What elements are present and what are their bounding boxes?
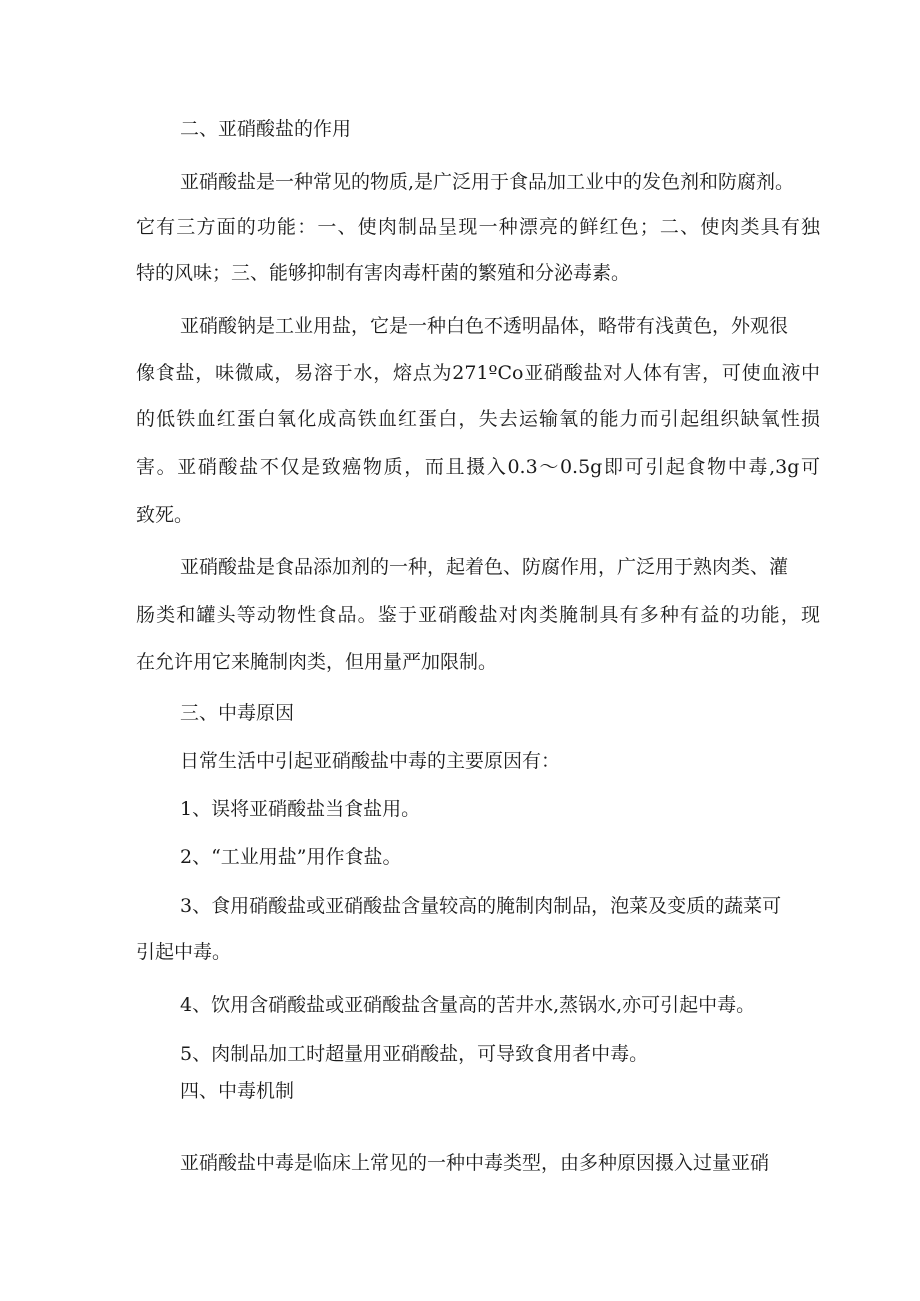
paragraph-line: 在允许用它来腌制肉类，但用量严加限制。 — [136, 651, 498, 673]
section-heading-4: 四、中毒机制 — [180, 1080, 295, 1102]
paragraph-line: 它有三方面的功能：一、使肉制品呈现一种漂亮的鲜红色；二、使肉类具有独 — [136, 216, 820, 238]
paragraph-line: 亚硝酸盐是一种常见的物质,是广泛用于食品加工业中的发色剂和防腐剂。 — [180, 171, 795, 193]
cause-item-1: 1、误将亚硝酸盐当食盐用。 — [180, 798, 421, 820]
paragraph-line: 肠类和罐头等动物性食品。鉴于亚硝酸盐对肉类腌制具有多种有益的功能，现 — [136, 604, 820, 626]
paragraph-line: 亚硝酸钠是工业用盐，它是一种白色不透明晶体，略带有浅黄色，外观很 — [180, 315, 789, 337]
section-heading-2: 二、亚硝酸盐的作用 — [180, 118, 352, 140]
cause-item-5: 5、肉制品加工时超量用亚硝酸盐，可导致食用者中毒。 — [180, 1043, 649, 1065]
paragraph-line: 引起中毒。 — [136, 941, 232, 963]
paragraph-line: 害。亚硝酸盐不仅是致癌物质，而且摄入0.3～0.5g即可引起食物中毒,3g可 — [136, 456, 820, 478]
causes-intro: 日常生活中引起亚硝酸盐中毒的主要原因有： — [180, 750, 561, 772]
paragraph-line: 像食盐，味微咸，易溶于水，熔点为271ºCo亚硝酸盐对人体有害，可使血液中 — [136, 362, 820, 384]
paragraph-line: 的低铁血红蛋白氧化成高铁血红蛋白，失去运输氧的能力而引起组织缺氧性损 — [136, 408, 820, 430]
paragraph-line: 特的风味；三、能够抑制有害肉毒杆菌的繁殖和分泌毒素。 — [136, 262, 631, 284]
section-heading-3: 三、中毒原因 — [180, 702, 295, 724]
paragraph-line: 3、食用硝酸盐或亚硝酸盐含量较高的腌制肉制品，泡菜及变质的蔬菜可 — [180, 895, 782, 917]
paragraph-line: 亚硝酸盐是食品添加剂的一种，起着色、防腐作用，广泛用于熟肉类、灌 — [180, 556, 789, 578]
paragraph-line: 致死。 — [136, 504, 194, 526]
paragraph-mechanism: 亚硝酸盐中毒是临床上常见的一种中毒类型，由多种原因摄入过量亚硝 — [180, 1152, 770, 1174]
cause-item-2: 2、“工业用盐”用作食盐。 — [180, 846, 402, 868]
cause-item-4: 4、饮用含硝酸盐或亚硝酸盐含量高的苦井水,蒸锅水,亦可引起中毒。 — [180, 994, 756, 1016]
